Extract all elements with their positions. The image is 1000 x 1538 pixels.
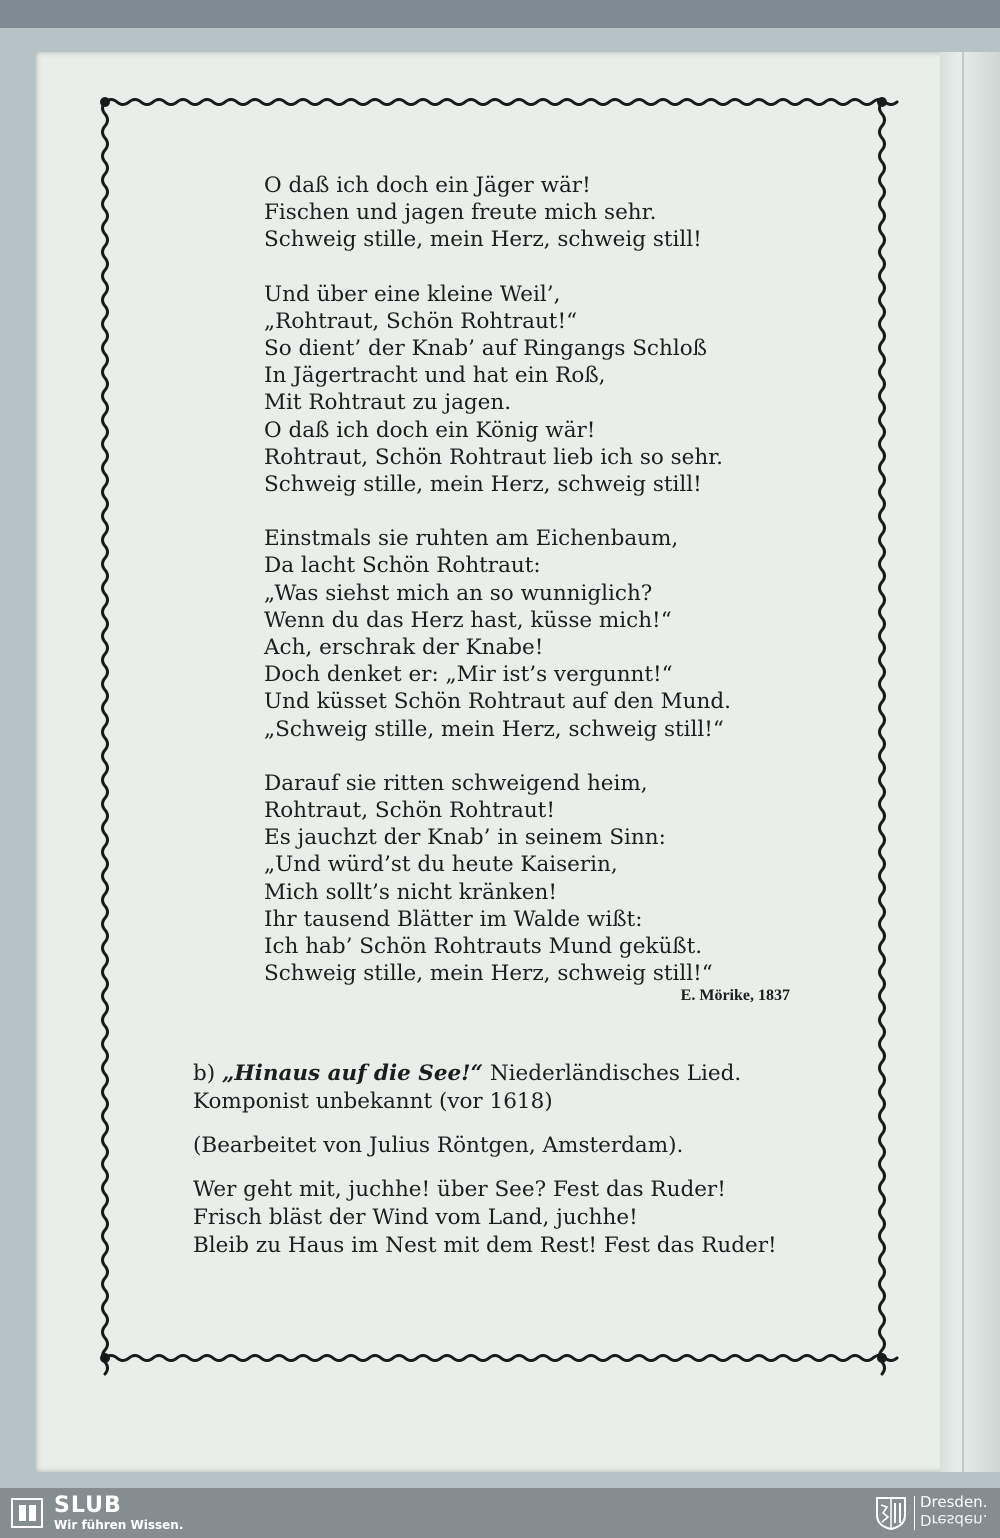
lyric-line: Wer geht mit, juchhe! über See? Fest das Ruder!	[193, 1177, 726, 1202]
poem-line: Rohtraut, Schön Rohtraut!	[264, 798, 555, 824]
slub-brand: SLUB	[54, 1493, 122, 1518]
poem-line: In Jägertracht und hat ein Roß,	[264, 363, 606, 389]
stanza	[264, 281, 731, 499]
poem-line: Wenn du das Herz hast, küsse mich!“	[264, 607, 672, 633]
poem-line: So dient’ der Knab’ auf Ringangs Schloß	[264, 336, 708, 362]
lyric-line: Frisch bläst der Wind vom Land, juchhe!	[193, 1205, 638, 1230]
poem-line: Und über eine kleine Weil’,	[264, 281, 561, 307]
poem-credit: E. Mörike, 1837	[680, 987, 790, 1004]
page-fold	[962, 52, 964, 1472]
poem-line: O daß ich doch ein Jäger wär!	[264, 173, 591, 198]
poem-line: Doch denket er: „Mir ist’s vergunnt!“	[264, 662, 673, 688]
dresden-city: Dresden.	[920, 1493, 988, 1511]
poem-line: Mit Rohtraut zu jagen.	[264, 390, 512, 416]
song-title: „Hinaus auf die See!“	[222, 1061, 483, 1086]
poem-line: „Und würd’st du heute Kaiserin,	[264, 852, 618, 878]
poem-line: „Schweig stille, mein Herz, schweig still!“	[264, 716, 724, 742]
stanza	[264, 525, 731, 743]
poem-line: Darauf sie ritten schweigend heim,	[264, 770, 648, 796]
poem-line: Fischen und jagen freute mich sehr.	[264, 200, 657, 226]
footer-divider	[914, 1496, 915, 1530]
section-b-heading	[193, 1060, 777, 1088]
dresden-coat-of-arms-icon	[874, 1495, 908, 1531]
stanza	[264, 770, 731, 988]
poem-line: Mich sollt’s nicht kränken!	[264, 879, 557, 905]
poem-line: Da lacht Schön Rohtraut:	[264, 553, 541, 579]
footer-bar	[0, 1488, 1000, 1538]
poem-line: O daß ich doch ein König wär!	[264, 417, 596, 443]
slub-logo-icon	[10, 1497, 44, 1529]
slub-tagline: Wir führen Wissen.	[54, 1518, 184, 1532]
poem-line: Ihr tausend Blätter im Walde wißt:	[264, 906, 643, 932]
poem-line: Ach, erschrak der Knabe!	[264, 635, 544, 661]
poem-line: „Rohtraut, Schön Rohtraut!“	[264, 308, 578, 334]
dresden-wordmark	[920, 1494, 987, 1528]
arrangement-line: (Bearbeitet von Julius Röntgen, Amsterdam).	[193, 1133, 684, 1158]
poem-line: „Was siehst mich an so wunniglich?	[264, 580, 653, 606]
poem-line: Es jauchzt der Knab’ in seinem Sinn:	[264, 825, 666, 851]
poem-line: Und küsset Schön Rohtraut auf den Mund.	[264, 689, 731, 715]
lyric-line: Bleib zu Haus im Nest mit dem Rest! Fest das Ruder!	[193, 1233, 777, 1258]
poem	[264, 172, 731, 1014]
composer-line: Komponist unbekannt (vor 1618)	[193, 1089, 553, 1114]
poem-line: Rohtraut, Schön Rohtraut lieb ich so sehr.	[264, 444, 723, 470]
section-b	[193, 1060, 777, 1260]
song-lyrics	[193, 1176, 777, 1260]
poem-line: Schweig stille, mein Herz, schweig still!	[264, 227, 702, 253]
song-subtitle: Niederländisches Lied.	[489, 1061, 742, 1086]
stanza	[264, 172, 731, 254]
poem-line: Einstmals sie ruhten am Eichenbaum,	[264, 526, 679, 552]
poem-line: Ich hab’ Schön Rohtrauts Mund geküßt.	[264, 934, 703, 960]
dresden-city-mirror: Dresden.	[920, 1511, 988, 1529]
adjacent-page-edge	[940, 52, 1000, 1472]
section-b-prefix: b)	[193, 1061, 216, 1086]
poem-line: Schweig stille, mein Herz, schweig still!“	[264, 961, 713, 987]
poem-line: Schweig stille, mein Herz, schweig still!	[264, 472, 702, 498]
